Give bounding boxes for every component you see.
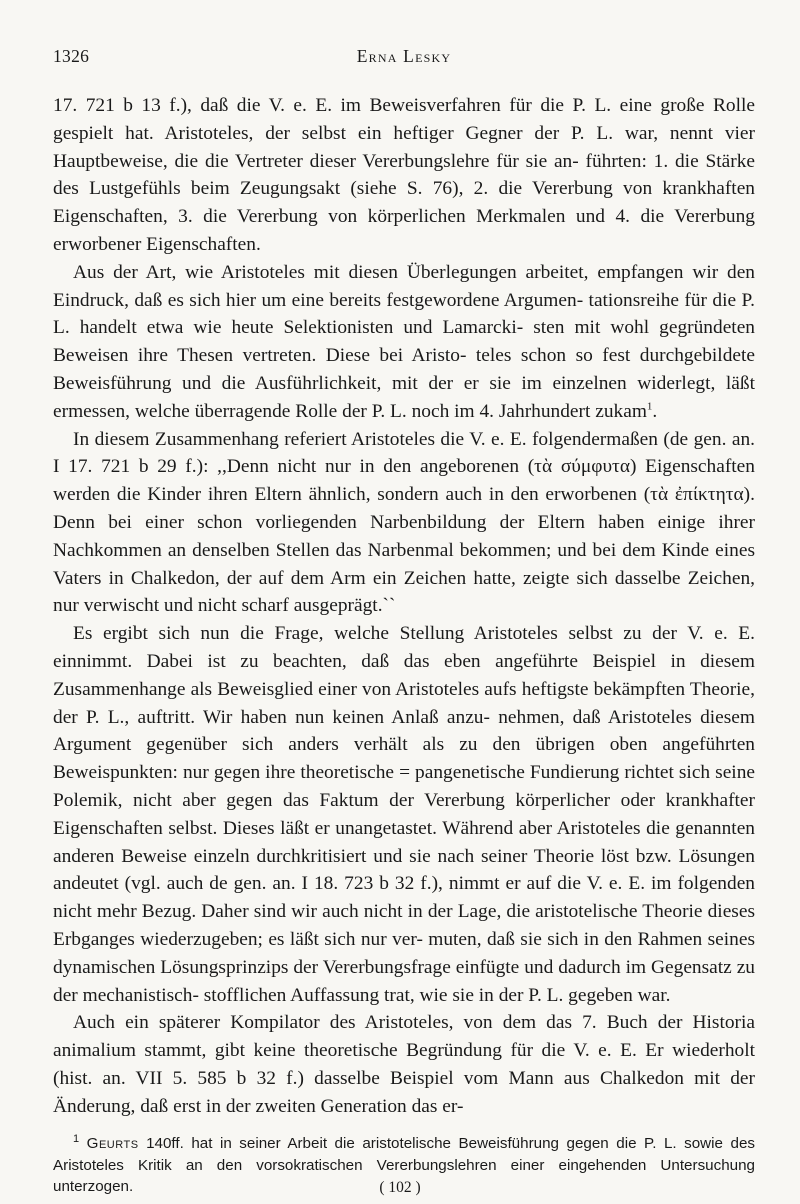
running-title: Erna Lesky — [356, 46, 452, 66]
paragraph-4: Es ergibt sich nun die Frage, welche Stellung Aristoteles selbst zu der V. e. E. einnimmt. Dabei ist zu beachten, daß das eben angeführte Beispiel in diesem Zusammenhange als Beweisglied einer von Aristoteles aufs heftigste bekämpften Theorie, der P. L., auftritt. Wir haben nun keinen Anlaß anzu- nehmen, daß Aristoteles diesem Argument gegenüber sich anders verhält als zu den übrigen oben angeführten Beweispunkten: nur gegen ihre theoretische = pangenetische Fundierung richtet sich seine Polemik, nicht aber gegen das Faktum der Vererbung körperlicher oder krankhafter Eigenschaften selbst. Dieses läßt er unangetastet. Während aber Aristoteles die genannten anderen Beweise einzeln durchkritisiert und sie nach seiner Theorie löst bzw. Lösungen andeutet (vgl. auch de gen. an. I 18. 723 b 32 f.), nimmt er auf die V. e. E. im folgenden nicht mehr Bezug. Daher sind wir auch nicht in der Lage, die aristotelische Theorie dieses Erbganges wiederzugeben; es läßt sich nur ver- muten, daß sie sich in den Rahmen seines dynamischen Lösungsprinzips der Vererbungsfrage einfügte und dadurch im Gegensatz zu der mechanistisch- stofflichen Auffassung trat, wie sie in der P. L. gegeben war. — [53, 623, 755, 1006]
footnote-text: 140ff. hat in seiner Arbeit die aristotelische Beweisführung gegen die P. L. sowie des Aristoteles Kritik an den vorsokratischen Vererbungslehren einer eingehenden Untersuchung unterzogen. — [53, 1135, 755, 1195]
paragraph-5: Auch ein späterer Kompilator des Aristoteles, von dem das 7. Buch der Historia animalium stammt, gibt keine theoretische Begründung für die V. e. E. Er wiederholt (hist. an. VII 5. 585 b 32 f.) dasselbe Beispiel vom Mann aus Chalkedon mit der Änderung, daß erst in der zweiten Generation das er- — [53, 1012, 755, 1117]
page-number: 1326 — [53, 46, 90, 66]
footnote-ref: 1 — [646, 400, 653, 413]
paragraph-2-text: Aus der Art, wie Aristoteles mit diesen Überlegungen arbeitet, empfangen wir den Eindruck, daß es sich hier um eine bereits festgewordene Argumen- tationsreihe für die P. L. handelt etwa wie heute Selektionisten und Lamarcki- sten mit wohl gegründeten Beweisen ihre Thesen vertreten. Diese bei Aristo- teles schon so fest durchgebildete Beweisführung und die Ausführlichkeit, mit der er sie im einzelnen widerlegt, läßt ermessen, welche überragende Rolle der P. L. noch im 4. Jahrhundert zukam — [53, 261, 755, 422]
footnote-marker: 1 — [73, 1132, 80, 1145]
paragraph-3: In diesem Zusammenhang referiert Aristoteles die V. e. E. folgendermaßen (de gen. an. I 17. 721 b 29 f.): ,,Denn nicht nur in den angeborenen (τὰ σύμφυτα) Eigenschaften werden die Kinder ihren Eltern ähnlich, sondern auch in den erworbenen (τὰ ἐπίκτητα). Denn bei einer schon vorliegenden Narbenbildung der Eltern haben einige ihrer Nachkommen an denselben Stellen das Narbenmal bekommen; und bei dem Kinde eines Vaters in Chalkedon, der auf dem Arm ein Zeichen hatte, zeigte sich dasselbe Zeichen, nur verwischt und nicht scharf ausgeprägt.`` — [53, 428, 755, 617]
paragraph-1: 17. 721 b 13 f.), daß die V. e. E. im Beweisverfahren für die P. L. eine große Rolle gespielt hat. Aristoteles, der selbst ein heftiger Gegner der P. L. war, nennt vier Hauptbeweise, die die Vertreter dieser Vererbungslehre für sie an- führten: 1. die Stärke des Lustgefühls beim Zeugungsakt (siehe S. 76), 2. die Vererbung von krankhaften Eigenschaften, 3. die Vererbung von körperlichen Merkmalen und 4. die Vererbung erworbener Eigenschaften. — [53, 95, 755, 255]
footnote-author: Geurts — [86, 1135, 139, 1152]
paragraph-2: Aus der Art, wie Aristoteles mit diesen Überlegungen arbeitet, empfangen wir den Eindruck, daß es sich hier um eine bereits festgewordene Argumen- tationsreihe für die P. L. handelt etwa wie heute Selektionisten und Lamarcki- sten mit wohl gegründeten Beweisen ihre Thesen vertreten. Diese bei Aristo- teles schon so fest durchgebildete Beweisführung und die Ausführlichkeit, mit der er sie im einzelnen widerlegt, läßt ermessen, welche überragende Rolle der P. L. noch im 4. Jahrhundert zukam$^1$. — [53, 261, 755, 422]
running-header — [53, 46, 755, 72]
folio-number: ( 102 ) — [379, 1179, 421, 1196]
body-text — [53, 92, 755, 1120]
